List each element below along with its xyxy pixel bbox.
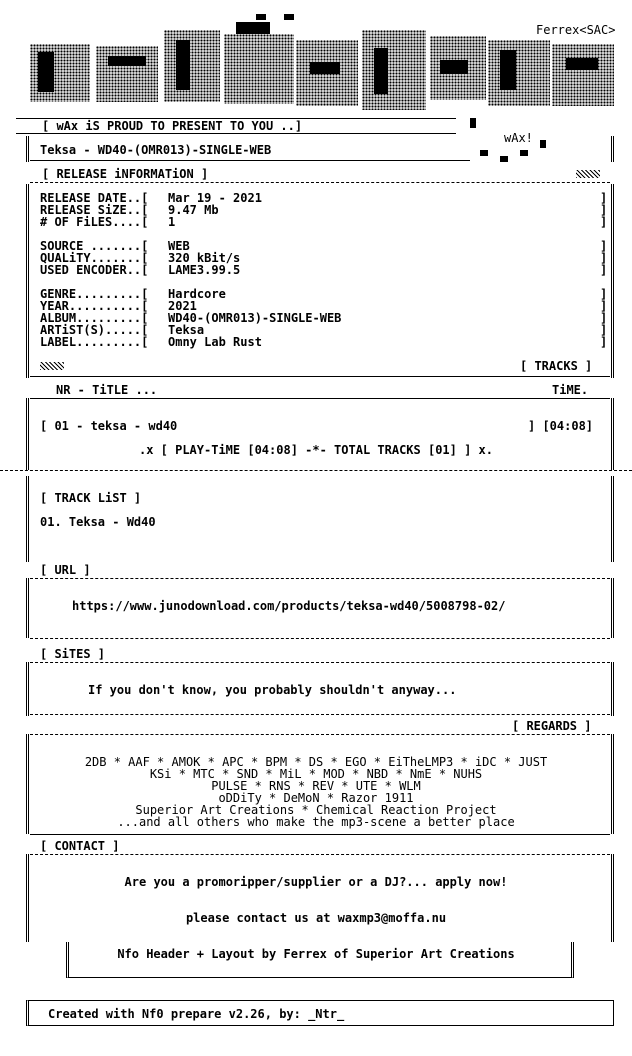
- track-time: ] [04:08]: [528, 419, 594, 433]
- sites-heading: [ SiTES ]: [40, 647, 106, 661]
- info-label: ALBUM.........[: [40, 311, 149, 325]
- divider: [0, 470, 632, 471]
- divider: [30, 734, 610, 735]
- shade-block: [40, 362, 64, 370]
- present-line: [ wAx iS PROUD TO PRESENT TO YOU ..]: [42, 119, 303, 133]
- info-label: ARTiST(S).....[: [40, 323, 149, 337]
- info-value: 1: [168, 215, 176, 229]
- divider: [30, 854, 610, 855]
- regards-line: 2DB * AAF * AMOK * APC * BPM * DS * EGO * EiTheLMP3 * iDC * JUST: [84, 755, 548, 769]
- info-label: GENRE.........[: [40, 287, 149, 301]
- info-value: WD40-(OMR013)-SINGLE-WEB: [168, 311, 342, 325]
- info-close: ]: [600, 335, 608, 349]
- divider: [30, 376, 610, 377]
- info-label: RELEASE DATE..[: [40, 191, 149, 205]
- wax-logo: [0, 0, 632, 124]
- track-title: [ 01 - teksa - wd40: [40, 419, 178, 433]
- info-close: ]: [600, 239, 608, 253]
- info-label: YEAR..........[: [40, 299, 149, 313]
- info-value: Hardcore: [168, 287, 226, 301]
- info-close: ]: [600, 251, 608, 265]
- nr-title-header: NR - TiTLE ...: [56, 383, 158, 397]
- info-close: ]: [600, 263, 608, 277]
- created-with: Created with Nf0 prepare v2.26, by: _Ntr_: [48, 1007, 345, 1021]
- info-value: 2021: [168, 299, 197, 313]
- info-value: WEB: [168, 239, 190, 253]
- divider: [30, 160, 470, 161]
- info-label: USED ENCODER..[: [40, 263, 149, 277]
- info-close: ]: [600, 323, 608, 337]
- info-value: Mar 19 - 2021: [168, 191, 262, 205]
- regards-line: KSi * MTC * SND * MiL * MOD * NBD * NmE * NUHS: [149, 767, 483, 781]
- logo-tag: wAx!: [504, 131, 533, 145]
- contact-line: Are you a promoripper/supplier or a DJ?... apply now!: [124, 875, 508, 889]
- info-close: ]: [600, 299, 608, 313]
- url-link[interactable]: https://www.junodownload.com/products/teksa-wd40/5008798-02/: [72, 599, 506, 613]
- contact-box: [26, 854, 614, 942]
- tracklist-heading: [ TRACK LiST ]: [40, 491, 142, 505]
- info-close: ]: [600, 191, 608, 205]
- info-label: RELEASE SiZE..[: [40, 203, 149, 217]
- divider: [30, 662, 610, 663]
- layout-credit: Nfo Header + Layout by Ferrex of Superior Art Creations: [117, 947, 515, 961]
- info-close: ]: [600, 311, 608, 325]
- divider: [16, 118, 456, 119]
- playtime-summary: .x [ PLAY-TiME [04:08] -*- TOTAL TRACKS [01] ] x.: [138, 443, 493, 457]
- info-label: # OF FiLES....[: [40, 215, 149, 229]
- divider: [30, 834, 610, 835]
- tracks-box: [26, 398, 614, 470]
- info-value: 9.47 Mb: [168, 203, 219, 217]
- contact-heading: [ CONTACT ]: [40, 839, 120, 853]
- time-header: TiME.: [552, 383, 589, 397]
- sites-text: If you don't know, you probably shouldn't anyway...: [88, 683, 457, 697]
- info-label: QUALiTY.......[: [40, 251, 149, 265]
- divider: [30, 182, 610, 183]
- credit-tag: Ferrex<SAC>: [536, 23, 616, 37]
- info-label: LABEL.........[: [40, 335, 149, 349]
- info-close: ]: [600, 287, 608, 301]
- regards-line: ...and all others who make the mp3-scene a better place: [117, 815, 515, 829]
- info-value: Teksa: [168, 323, 205, 337]
- release-info-heading: [ RELEASE iNFORMATiON ]: [42, 167, 209, 181]
- divider: [30, 578, 610, 579]
- divider: [30, 714, 610, 715]
- regards-line: oDDiTy * DeMoN * Razor 1911: [218, 791, 414, 805]
- regards-line: PULSE * RNS * REV * UTE * WLM: [211, 779, 421, 793]
- divider: [16, 133, 456, 134]
- divider: [30, 638, 610, 639]
- regards-heading: [ REGARDS ]: [512, 719, 592, 733]
- info-value: 320 kBit/s: [168, 251, 241, 265]
- info-close: ]: [600, 215, 608, 229]
- info-value: Omny Lab Rust: [168, 335, 262, 349]
- info-value: LAME3.99.5: [168, 263, 241, 277]
- tracklist-item: 01. Teksa - Wd40: [40, 515, 156, 529]
- regards-line: Superior Art Creations * Chemical Reaction Project: [135, 803, 497, 817]
- shade-block: [576, 170, 600, 178]
- url-heading: [ URL ]: [40, 563, 91, 577]
- contact-line: please contact us at waxmp3@moffa.nu: [185, 911, 447, 925]
- tracks-label: [ TRACKS ]: [520, 359, 593, 373]
- release-title: Teksa - WD40-(OMR013)-SINGLE-WEB: [40, 143, 272, 157]
- info-close: ]: [600, 203, 608, 217]
- info-label: SOURCE .......[: [40, 239, 149, 253]
